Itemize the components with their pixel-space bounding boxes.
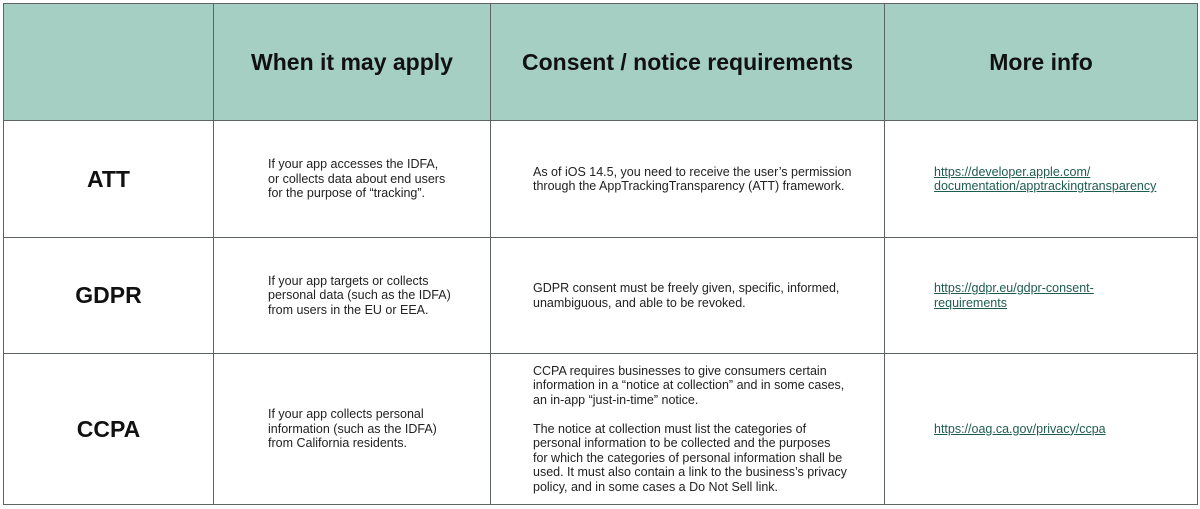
when-it-may-apply-text: If your app collects personal information (such as the IDFA) from California residents. — [214, 354, 491, 505]
consent-requirements-cell — [491, 354, 885, 505]
privacy-comparison-table — [3, 3, 1198, 505]
more-info-cell — [885, 121, 1198, 238]
more-info-cell — [885, 238, 1198, 354]
when-it-may-apply-text: If your app accesses the IDFA, or collects data about end users for the purpose of “tracking”. — [214, 121, 491, 238]
regulation-name: CCPA — [4, 354, 214, 505]
consent-paragraph: CCPA requires businesses to give consumers certain information in a “notice at collection” and in some cases, an in-app “just-in-time” notice. — [533, 363, 845, 407]
table-body — [4, 121, 1198, 505]
more-info-link[interactable]: https://gdpr.eu/gdpr-consent- requirements — [934, 281, 1094, 310]
consent-paragraph: As of iOS 14.5, you need to receive the user’s permission through the AppTrackingTransparency (ATT) framework. — [533, 164, 852, 193]
consent-requirements-cell — [491, 238, 885, 354]
header-row — [4, 4, 1198, 121]
header-when-it-may-apply: When it may apply — [214, 4, 491, 121]
table-row-att — [4, 121, 1198, 238]
consent-paragraph: The notice at collection must list the categories of personal information to be collected and the purposes for which the categories of personal information shall be used. It must also contain a link to the business’s privacy policy, and in some cases a Do Not Sell link. — [533, 421, 847, 494]
consent-requirements-cell — [491, 121, 885, 238]
consent-paragraph: GDPR consent must be freely given, specific, informed, unambiguous, and able to be revoked. — [533, 281, 840, 310]
more-info-link[interactable]: https://developer.apple.com/ documentation/apptrackingtransparency — [934, 164, 1157, 193]
more-info-link[interactable]: https://oag.ca.gov/privacy/ccpa — [934, 421, 1106, 436]
table-header — [4, 4, 1198, 121]
table-row-gdpr — [4, 238, 1198, 354]
table-row-ccpa — [4, 354, 1198, 505]
header-more-info: More info — [885, 4, 1198, 121]
regulation-name: GDPR — [4, 238, 214, 354]
header-regulation — [4, 4, 214, 121]
more-info-cell — [885, 354, 1198, 505]
regulation-name: ATT — [4, 121, 214, 238]
when-it-may-apply-text: If your app targets or collects personal data (such as the IDFA) from users in the EU or EEA. — [214, 238, 491, 354]
header-consent-requirements: Consent / notice requirements — [491, 4, 885, 121]
